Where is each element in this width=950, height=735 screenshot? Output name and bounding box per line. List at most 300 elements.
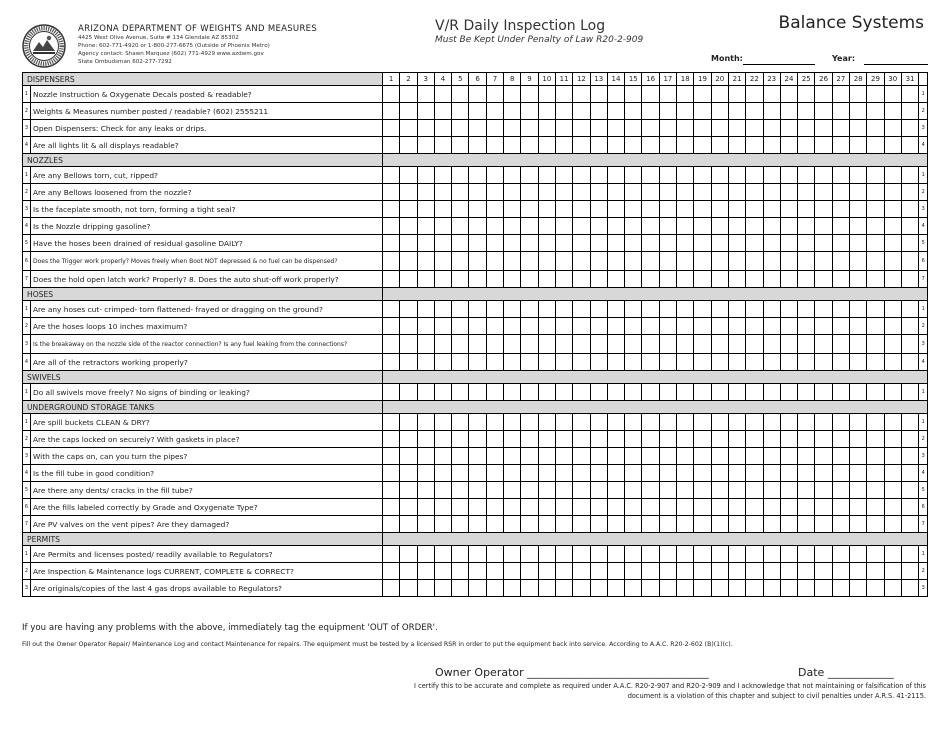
day-check-cell[interactable]	[728, 167, 745, 184]
day-check-cell[interactable]	[504, 218, 521, 235]
day-check-cell[interactable]	[607, 384, 624, 401]
day-check-cell[interactable]	[677, 414, 694, 431]
day-check-cell[interactable]	[746, 318, 763, 335]
day-check-cell[interactable]	[850, 218, 867, 235]
day-check-cell[interactable]	[728, 384, 745, 401]
day-check-cell[interactable]	[469, 354, 486, 371]
day-check-cell[interactable]	[607, 167, 624, 184]
day-check-cell[interactable]	[625, 546, 642, 563]
day-check-cell[interactable]	[711, 318, 728, 335]
day-check-cell[interactable]	[625, 414, 642, 431]
day-check-cell[interactable]	[452, 252, 469, 271]
day-check-cell[interactable]	[901, 167, 918, 184]
day-check-cell[interactable]	[867, 167, 884, 184]
day-check-cell[interactable]	[538, 137, 555, 154]
day-check-cell[interactable]	[573, 301, 590, 318]
day-check-cell[interactable]	[434, 271, 451, 288]
day-check-cell[interactable]	[763, 235, 780, 252]
day-check-cell[interactable]	[486, 335, 503, 354]
day-check-cell[interactable]	[625, 103, 642, 120]
day-check-cell[interactable]	[538, 482, 555, 499]
day-check-cell[interactable]	[815, 546, 832, 563]
day-check-cell[interactable]	[746, 465, 763, 482]
day-check-cell[interactable]	[850, 546, 867, 563]
day-check-cell[interactable]	[746, 580, 763, 597]
day-check-cell[interactable]	[417, 252, 434, 271]
day-check-cell[interactable]	[573, 252, 590, 271]
day-check-cell[interactable]	[434, 546, 451, 563]
day-check-cell[interactable]	[400, 86, 417, 103]
day-check-cell[interactable]	[417, 414, 434, 431]
day-check-cell[interactable]	[832, 499, 849, 516]
day-check-cell[interactable]	[642, 218, 659, 235]
day-check-cell[interactable]	[763, 184, 780, 201]
day-check-cell[interactable]	[815, 86, 832, 103]
day-check-cell[interactable]	[607, 137, 624, 154]
day-check-cell[interactable]	[884, 563, 901, 580]
day-check-cell[interactable]	[659, 137, 676, 154]
day-check-cell[interactable]	[504, 546, 521, 563]
owner-operator-signature-line[interactable]: Owner Operator _________________________________	[435, 666, 709, 679]
day-check-cell[interactable]	[884, 335, 901, 354]
day-check-cell[interactable]	[383, 86, 400, 103]
day-check-cell[interactable]	[798, 103, 815, 120]
day-check-cell[interactable]	[469, 431, 486, 448]
day-check-cell[interactable]	[400, 201, 417, 218]
day-check-cell[interactable]	[711, 546, 728, 563]
day-check-cell[interactable]	[728, 431, 745, 448]
day-check-cell[interactable]	[884, 384, 901, 401]
day-check-cell[interactable]	[901, 448, 918, 465]
day-check-cell[interactable]	[763, 414, 780, 431]
day-check-cell[interactable]	[607, 201, 624, 218]
day-check-cell[interactable]	[504, 563, 521, 580]
day-check-cell[interactable]	[711, 563, 728, 580]
day-check-cell[interactable]	[642, 120, 659, 137]
day-check-cell[interactable]	[901, 271, 918, 288]
day-check-cell[interactable]	[659, 563, 676, 580]
day-check-cell[interactable]	[417, 301, 434, 318]
day-check-cell[interactable]	[573, 184, 590, 201]
day-check-cell[interactable]	[659, 103, 676, 120]
day-check-cell[interactable]	[677, 482, 694, 499]
day-check-cell[interactable]	[417, 516, 434, 533]
day-check-cell[interactable]	[607, 318, 624, 335]
day-check-cell[interactable]	[469, 235, 486, 252]
day-check-cell[interactable]	[573, 580, 590, 597]
day-check-cell[interactable]	[850, 384, 867, 401]
day-check-cell[interactable]	[711, 482, 728, 499]
day-check-cell[interactable]	[504, 318, 521, 335]
day-check-cell[interactable]	[832, 482, 849, 499]
day-check-cell[interactable]	[573, 335, 590, 354]
day-check-cell[interactable]	[538, 448, 555, 465]
day-check-cell[interactable]	[694, 201, 711, 218]
day-check-cell[interactable]	[711, 580, 728, 597]
day-check-cell[interactable]	[590, 137, 607, 154]
day-check-cell[interactable]	[521, 499, 538, 516]
day-check-cell[interactable]	[746, 167, 763, 184]
day-check-cell[interactable]	[763, 482, 780, 499]
day-check-cell[interactable]	[486, 465, 503, 482]
day-check-cell[interactable]	[469, 137, 486, 154]
day-check-cell[interactable]	[832, 448, 849, 465]
day-check-cell[interactable]	[780, 482, 797, 499]
day-check-cell[interactable]	[694, 252, 711, 271]
day-check-cell[interactable]	[728, 563, 745, 580]
day-check-cell[interactable]	[780, 137, 797, 154]
day-check-cell[interactable]	[901, 252, 918, 271]
day-check-cell[interactable]	[677, 137, 694, 154]
day-check-cell[interactable]	[590, 563, 607, 580]
day-check-cell[interactable]	[867, 235, 884, 252]
day-check-cell[interactable]	[504, 235, 521, 252]
day-check-cell[interactable]	[815, 580, 832, 597]
day-check-cell[interactable]	[677, 516, 694, 533]
day-check-cell[interactable]	[555, 448, 572, 465]
day-check-cell[interactable]	[521, 335, 538, 354]
day-check-cell[interactable]	[815, 271, 832, 288]
day-check-cell[interactable]	[555, 335, 572, 354]
day-check-cell[interactable]	[815, 563, 832, 580]
day-check-cell[interactable]	[832, 431, 849, 448]
day-check-cell[interactable]	[815, 218, 832, 235]
day-check-cell[interactable]	[383, 431, 400, 448]
day-check-cell[interactable]	[607, 271, 624, 288]
day-check-cell[interactable]	[521, 563, 538, 580]
day-check-cell[interactable]	[884, 103, 901, 120]
day-check-cell[interactable]	[521, 137, 538, 154]
day-check-cell[interactable]	[746, 137, 763, 154]
day-check-cell[interactable]	[746, 499, 763, 516]
day-check-cell[interactable]	[850, 235, 867, 252]
day-check-cell[interactable]	[521, 235, 538, 252]
day-check-cell[interactable]	[694, 167, 711, 184]
day-check-cell[interactable]	[901, 301, 918, 318]
day-check-cell[interactable]	[417, 384, 434, 401]
day-check-cell[interactable]	[780, 354, 797, 371]
day-check-cell[interactable]	[780, 86, 797, 103]
day-check-cell[interactable]	[763, 301, 780, 318]
day-check-cell[interactable]	[555, 431, 572, 448]
day-check-cell[interactable]	[780, 252, 797, 271]
day-check-cell[interactable]	[711, 103, 728, 120]
day-check-cell[interactable]	[798, 384, 815, 401]
day-check-cell[interactable]	[901, 137, 918, 154]
day-check-cell[interactable]	[850, 271, 867, 288]
day-check-cell[interactable]	[400, 431, 417, 448]
day-check-cell[interactable]	[728, 235, 745, 252]
day-check-cell[interactable]	[521, 414, 538, 431]
day-check-cell[interactable]	[901, 414, 918, 431]
day-check-cell[interactable]	[504, 86, 521, 103]
day-check-cell[interactable]	[400, 184, 417, 201]
day-check-cell[interactable]	[521, 201, 538, 218]
day-check-cell[interactable]	[798, 167, 815, 184]
day-check-cell[interactable]	[486, 546, 503, 563]
day-check-cell[interactable]	[573, 86, 590, 103]
day-check-cell[interactable]	[434, 354, 451, 371]
day-check-cell[interactable]	[573, 271, 590, 288]
day-check-cell[interactable]	[573, 384, 590, 401]
day-check-cell[interactable]	[711, 448, 728, 465]
day-check-cell[interactable]	[400, 137, 417, 154]
date-signature-line[interactable]: Date ____________	[798, 666, 894, 679]
day-check-cell[interactable]	[538, 184, 555, 201]
day-check-cell[interactable]	[711, 499, 728, 516]
day-check-cell[interactable]	[832, 167, 849, 184]
day-check-cell[interactable]	[452, 103, 469, 120]
day-check-cell[interactable]	[901, 103, 918, 120]
day-check-cell[interactable]	[607, 354, 624, 371]
day-check-cell[interactable]	[815, 103, 832, 120]
day-check-cell[interactable]	[677, 120, 694, 137]
day-check-cell[interactable]	[417, 271, 434, 288]
day-check-cell[interactable]	[746, 448, 763, 465]
day-check-cell[interactable]	[521, 167, 538, 184]
day-check-cell[interactable]	[573, 318, 590, 335]
day-check-cell[interactable]	[486, 120, 503, 137]
day-check-cell[interactable]	[504, 384, 521, 401]
day-check-cell[interactable]	[434, 201, 451, 218]
day-check-cell[interactable]	[694, 235, 711, 252]
day-check-cell[interactable]	[452, 335, 469, 354]
day-check-cell[interactable]	[850, 354, 867, 371]
day-check-cell[interactable]	[832, 335, 849, 354]
day-check-cell[interactable]	[763, 318, 780, 335]
day-check-cell[interactable]	[659, 218, 676, 235]
day-check-cell[interactable]	[383, 318, 400, 335]
day-check-cell[interactable]	[642, 235, 659, 252]
day-check-cell[interactable]	[452, 354, 469, 371]
day-check-cell[interactable]	[746, 546, 763, 563]
day-check-cell[interactable]	[901, 335, 918, 354]
day-check-cell[interactable]	[815, 184, 832, 201]
day-check-cell[interactable]	[383, 120, 400, 137]
day-check-cell[interactable]	[538, 271, 555, 288]
day-check-cell[interactable]	[832, 384, 849, 401]
day-check-cell[interactable]	[434, 414, 451, 431]
day-check-cell[interactable]	[417, 448, 434, 465]
day-check-cell[interactable]	[763, 271, 780, 288]
day-check-cell[interactable]	[607, 86, 624, 103]
day-check-cell[interactable]	[434, 335, 451, 354]
day-check-cell[interactable]	[694, 120, 711, 137]
day-check-cell[interactable]	[642, 546, 659, 563]
day-check-cell[interactable]	[832, 86, 849, 103]
day-check-cell[interactable]	[780, 201, 797, 218]
day-check-cell[interactable]	[504, 271, 521, 288]
day-check-cell[interactable]	[538, 516, 555, 533]
day-check-cell[interactable]	[521, 354, 538, 371]
day-check-cell[interactable]	[452, 499, 469, 516]
day-check-cell[interactable]	[521, 546, 538, 563]
day-check-cell[interactable]	[798, 516, 815, 533]
day-check-cell[interactable]	[711, 301, 728, 318]
day-check-cell[interactable]	[417, 335, 434, 354]
day-check-cell[interactable]	[901, 218, 918, 235]
day-check-cell[interactable]	[746, 384, 763, 401]
day-check-cell[interactable]	[573, 167, 590, 184]
day-check-cell[interactable]	[642, 431, 659, 448]
day-check-cell[interactable]	[486, 318, 503, 335]
day-check-cell[interactable]	[383, 516, 400, 533]
day-check-cell[interactable]	[728, 252, 745, 271]
day-check-cell[interactable]	[763, 103, 780, 120]
day-check-cell[interactable]	[486, 184, 503, 201]
day-check-cell[interactable]	[417, 167, 434, 184]
day-check-cell[interactable]	[746, 354, 763, 371]
day-check-cell[interactable]	[850, 103, 867, 120]
day-check-cell[interactable]	[607, 103, 624, 120]
day-check-cell[interactable]	[486, 482, 503, 499]
day-check-cell[interactable]	[590, 184, 607, 201]
day-check-cell[interactable]	[504, 167, 521, 184]
day-check-cell[interactable]	[607, 448, 624, 465]
day-check-cell[interactable]	[642, 184, 659, 201]
day-check-cell[interactable]	[590, 546, 607, 563]
day-check-cell[interactable]	[625, 137, 642, 154]
day-check-cell[interactable]	[504, 354, 521, 371]
day-check-cell[interactable]	[625, 167, 642, 184]
day-check-cell[interactable]	[642, 499, 659, 516]
day-check-cell[interactable]	[677, 201, 694, 218]
day-check-cell[interactable]	[469, 465, 486, 482]
day-check-cell[interactable]	[555, 252, 572, 271]
day-check-cell[interactable]	[452, 201, 469, 218]
day-check-cell[interactable]	[521, 431, 538, 448]
day-check-cell[interactable]	[763, 431, 780, 448]
day-check-cell[interactable]	[832, 137, 849, 154]
day-check-cell[interactable]	[383, 235, 400, 252]
day-check-cell[interactable]	[832, 201, 849, 218]
day-check-cell[interactable]	[728, 354, 745, 371]
day-check-cell[interactable]	[607, 580, 624, 597]
day-check-cell[interactable]	[625, 465, 642, 482]
day-check-cell[interactable]	[383, 184, 400, 201]
day-check-cell[interactable]	[607, 563, 624, 580]
day-check-cell[interactable]	[607, 235, 624, 252]
day-check-cell[interactable]	[434, 448, 451, 465]
day-check-cell[interactable]	[573, 414, 590, 431]
day-check-cell[interactable]	[486, 86, 503, 103]
day-check-cell[interactable]	[469, 318, 486, 335]
day-check-cell[interactable]	[486, 563, 503, 580]
day-check-cell[interactable]	[555, 137, 572, 154]
day-check-cell[interactable]	[728, 318, 745, 335]
day-check-cell[interactable]	[400, 465, 417, 482]
day-check-cell[interactable]	[625, 448, 642, 465]
day-check-cell[interactable]	[400, 563, 417, 580]
day-check-cell[interactable]	[538, 580, 555, 597]
day-check-cell[interactable]	[659, 354, 676, 371]
day-check-cell[interactable]	[694, 414, 711, 431]
day-check-cell[interactable]	[555, 563, 572, 580]
day-check-cell[interactable]	[573, 120, 590, 137]
day-check-cell[interactable]	[383, 271, 400, 288]
day-check-cell[interactable]	[434, 516, 451, 533]
day-check-cell[interactable]	[590, 431, 607, 448]
day-check-cell[interactable]	[452, 384, 469, 401]
day-check-cell[interactable]	[607, 546, 624, 563]
day-check-cell[interactable]	[850, 120, 867, 137]
day-check-cell[interactable]	[573, 137, 590, 154]
day-check-cell[interactable]	[486, 580, 503, 597]
day-check-cell[interactable]	[659, 465, 676, 482]
day-check-cell[interactable]	[711, 184, 728, 201]
day-check-cell[interactable]	[452, 235, 469, 252]
day-check-cell[interactable]	[780, 516, 797, 533]
day-check-cell[interactable]	[383, 563, 400, 580]
day-check-cell[interactable]	[694, 301, 711, 318]
day-check-cell[interactable]	[469, 86, 486, 103]
day-check-cell[interactable]	[469, 167, 486, 184]
day-check-cell[interactable]	[486, 137, 503, 154]
day-check-cell[interactable]	[711, 201, 728, 218]
day-check-cell[interactable]	[728, 86, 745, 103]
day-check-cell[interactable]	[521, 103, 538, 120]
day-check-cell[interactable]	[538, 384, 555, 401]
day-check-cell[interactable]	[884, 301, 901, 318]
day-check-cell[interactable]	[901, 86, 918, 103]
day-check-cell[interactable]	[867, 431, 884, 448]
day-check-cell[interactable]	[780, 218, 797, 235]
day-check-cell[interactable]	[798, 120, 815, 137]
day-check-cell[interactable]	[434, 499, 451, 516]
day-check-cell[interactable]	[590, 384, 607, 401]
day-check-cell[interactable]	[452, 482, 469, 499]
day-check-cell[interactable]	[850, 465, 867, 482]
day-check-cell[interactable]	[383, 252, 400, 271]
day-check-cell[interactable]	[590, 580, 607, 597]
day-check-cell[interactable]	[815, 414, 832, 431]
day-check-cell[interactable]	[694, 384, 711, 401]
day-check-cell[interactable]	[850, 201, 867, 218]
day-check-cell[interactable]	[504, 252, 521, 271]
day-check-cell[interactable]	[694, 563, 711, 580]
day-check-cell[interactable]	[746, 516, 763, 533]
day-check-cell[interactable]	[590, 218, 607, 235]
day-check-cell[interactable]	[798, 431, 815, 448]
day-check-cell[interactable]	[417, 137, 434, 154]
day-check-cell[interactable]	[590, 499, 607, 516]
day-check-cell[interactable]	[400, 167, 417, 184]
day-check-cell[interactable]	[867, 137, 884, 154]
day-check-cell[interactable]	[400, 120, 417, 137]
day-check-cell[interactable]	[694, 499, 711, 516]
day-check-cell[interactable]	[417, 184, 434, 201]
day-check-cell[interactable]	[486, 448, 503, 465]
day-check-cell[interactable]	[452, 120, 469, 137]
day-check-cell[interactable]	[538, 86, 555, 103]
day-check-cell[interactable]	[400, 235, 417, 252]
day-check-cell[interactable]	[383, 335, 400, 354]
day-check-cell[interactable]	[763, 137, 780, 154]
day-check-cell[interactable]	[504, 499, 521, 516]
day-check-cell[interactable]	[711, 354, 728, 371]
day-check-cell[interactable]	[607, 499, 624, 516]
day-check-cell[interactable]	[850, 414, 867, 431]
day-check-cell[interactable]	[763, 201, 780, 218]
day-check-cell[interactable]	[504, 431, 521, 448]
day-check-cell[interactable]	[728, 335, 745, 354]
day-check-cell[interactable]	[538, 563, 555, 580]
day-check-cell[interactable]	[417, 499, 434, 516]
day-check-cell[interactable]	[694, 184, 711, 201]
day-check-cell[interactable]	[850, 482, 867, 499]
day-check-cell[interactable]	[607, 465, 624, 482]
day-check-cell[interactable]	[538, 103, 555, 120]
